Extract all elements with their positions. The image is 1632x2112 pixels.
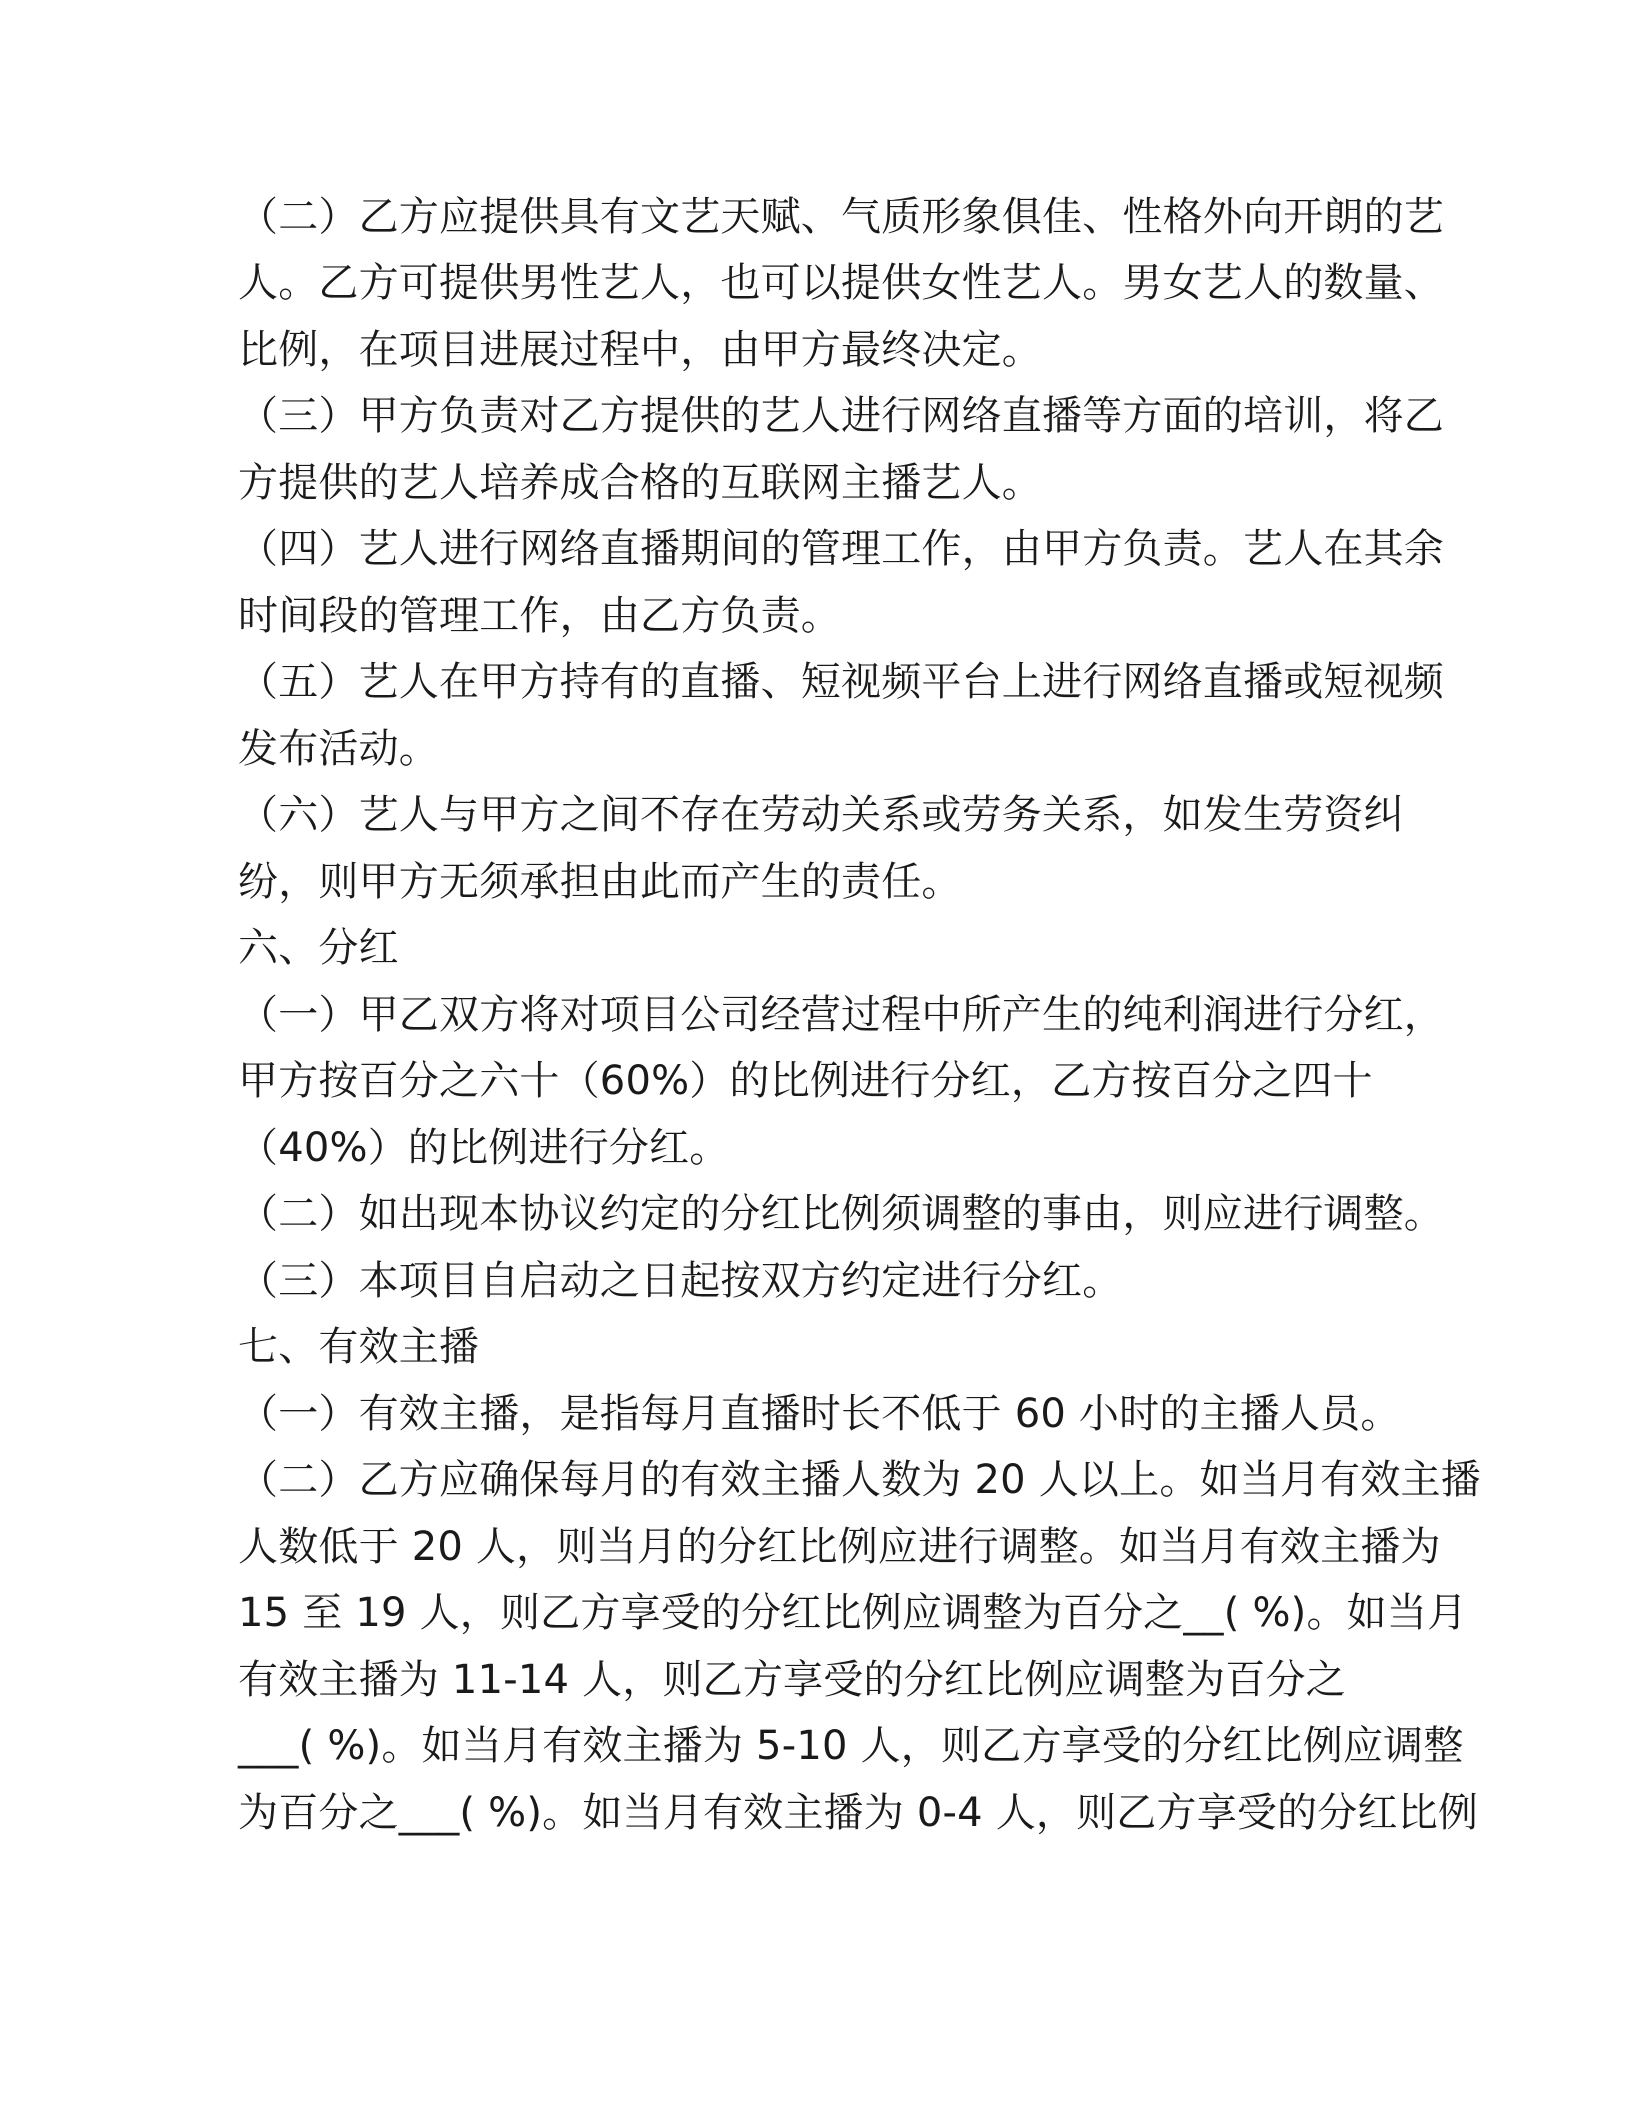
section-heading: 六、分红	[238, 925, 399, 971]
text-line: （二）如出现本协议约定的分红比例须调整的事由，则应进行调整。	[238, 1191, 1444, 1237]
text-line: 为百分之___( %)。如当月有效主播为 0-4 人，则乙方享受的分红比例	[238, 1790, 1479, 1836]
text-line: （六）艺人与甲方之间不存在劳动关系或劳务关系，如发生劳资纠	[238, 792, 1404, 838]
text-line: （40%）的比例进行分红。	[238, 1125, 730, 1171]
text-line: （二）乙方应确保每月的有效主播人数为 20 人以上。如当月有效主播	[238, 1457, 1481, 1503]
text-line: 人数低于 20 人，则当月的分红比例应进行调整。如当月有效主播为	[238, 1524, 1441, 1570]
text-line: 纷，则甲方无须承担由此而产生的责任。	[238, 859, 962, 905]
text-line: （三）本项目自启动之日起按双方约定进行分红。	[238, 1258, 1123, 1304]
text-line: 时间段的管理工作，由乙方负责。	[238, 593, 841, 639]
text-line: （四）艺人进行网络直播期间的管理工作，由甲方负责。艺人在其余	[238, 526, 1444, 572]
text-line: （二）乙方应提供具有文艺天赋、气质形象俱佳、性格外向开朗的艺	[238, 194, 1444, 240]
text-line: 发布活动。	[238, 726, 439, 772]
text-line: 方提供的艺人培养成合格的互联网主播艺人。	[238, 460, 1042, 506]
text-line: （一）有效主播，是指每月直播时长不低于 60 小时的主播人员。	[238, 1391, 1401, 1437]
text-line: （五）艺人在甲方持有的直播、短视频平台上进行网络直播或短视频	[238, 659, 1444, 705]
text-line: 有效主播为 11-14 人，则乙方享受的分红比例应调整为百分之	[238, 1657, 1346, 1703]
text-line: 15 至 19 人，则乙方享受的分红比例应调整为百分之__( %)。如当月	[238, 1590, 1468, 1636]
text-line: 比例，在项目进展过程中，由甲方最终决定。	[238, 327, 1042, 373]
text-line: 人。乙方可提供男性艺人，也可以提供女性艺人。男女艺人的数量、	[238, 260, 1444, 306]
text-line: （一）甲乙双方将对项目公司经营过程中所产生的纯利润进行分红，	[238, 992, 1444, 1038]
text-line: 甲方按百分之六十（60%）的比例进行分红，乙方按百分之四十	[238, 1058, 1373, 1104]
text-line: （三）甲方负责对乙方提供的艺人进行网络直播等方面的培训，将乙	[238, 393, 1444, 439]
section-heading: 七、有效主播	[238, 1324, 480, 1370]
text-line: ___( %)。如当月有效主播为 5-10 人，则乙方享受的分红比例应调整	[238, 1723, 1464, 1769]
